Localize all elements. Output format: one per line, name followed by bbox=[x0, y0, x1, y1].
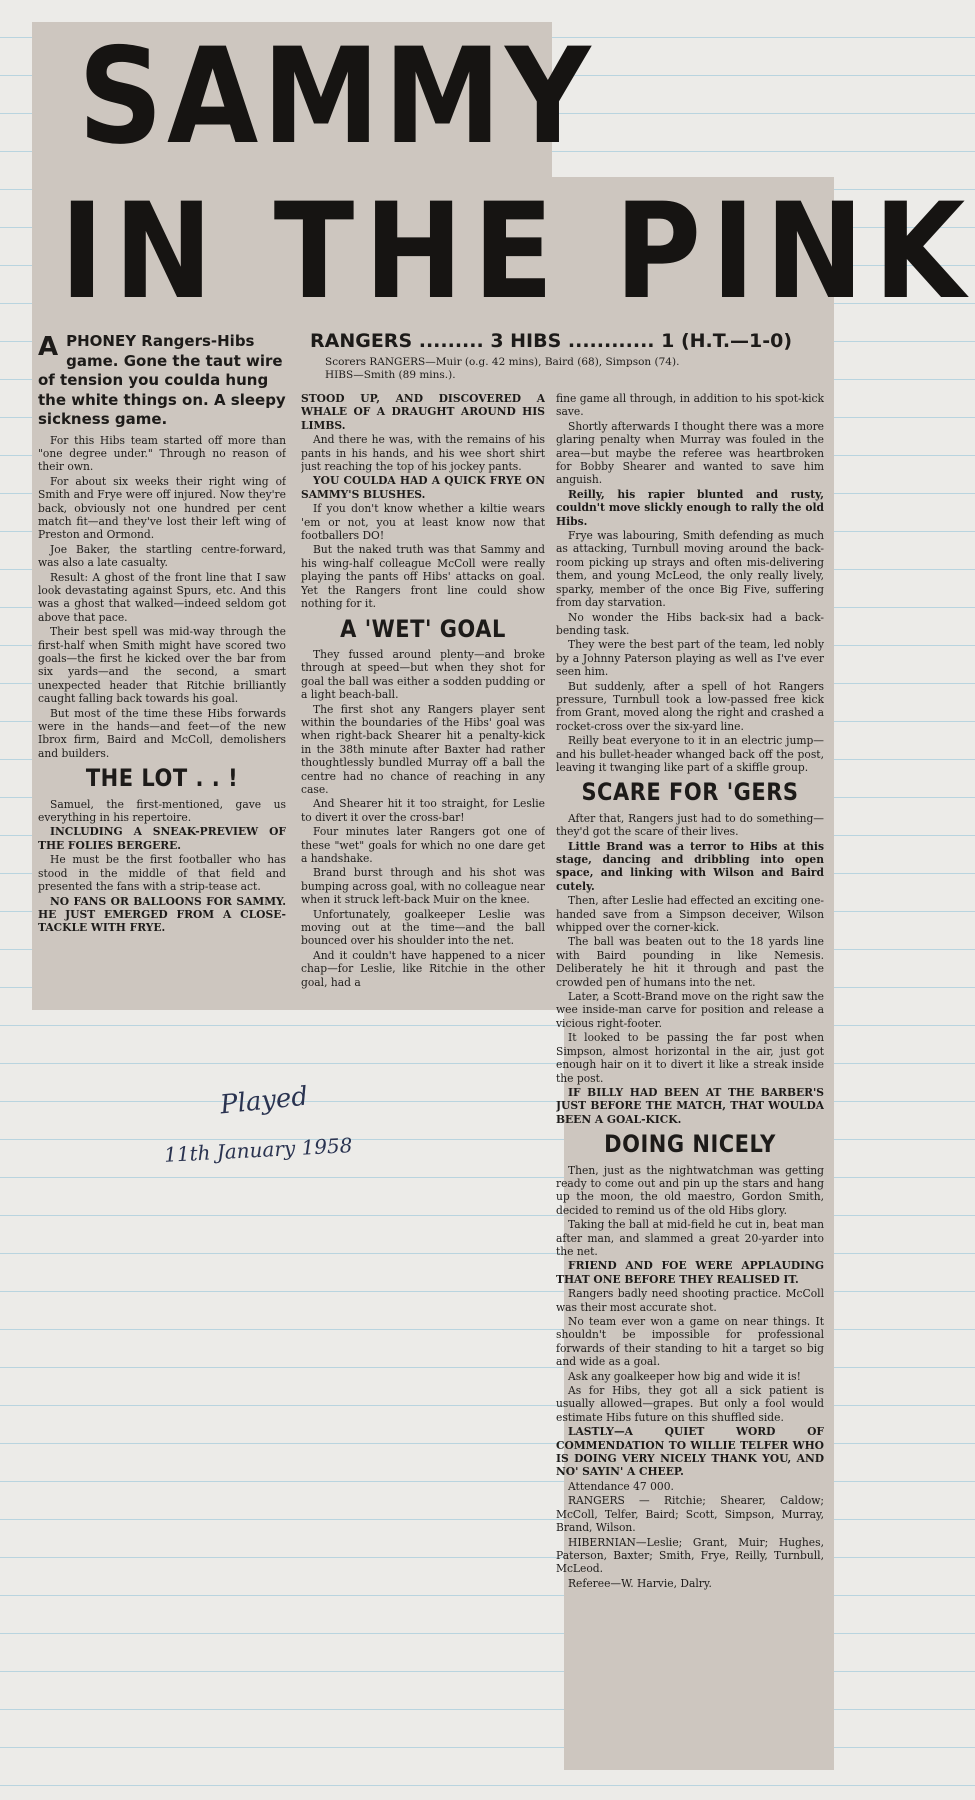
paragraph: They were the best part of the team, led nobly by a Johnny Paterson playing as well as I've ever seen him. bbox=[556, 638, 824, 679]
paragraph: Their best spell was mid-way through the first-half when Smith might have scored two goals—the first he kicked over the bar from six yards—and the second, a smart unexpected header that Ritchie brilliantly caught falling back towards his goal. bbox=[38, 625, 286, 706]
drop-cap: A bbox=[38, 332, 59, 362]
paragraph: Reilly beat everyone to it in an electric jump—and his bullet-header whanged back off the post, leaving it twanging like part of a skiffle group. bbox=[556, 734, 824, 774]
paragraph: They fussed around plenty—and broke through at speed—but when they shot for goal the ball was either a sodden pudding or a light beach-ball. bbox=[301, 647, 545, 702]
paragraph: Reilly, his rapier blunted and rusty, couldn't move slickly enough to rally the old Hibs. bbox=[556, 487, 824, 528]
paragraph: If you don't know whether a kiltie wears 'em or not, you at least know now that footballers DO! bbox=[301, 502, 545, 543]
referee: Referee—W. Harvie, Dalry. bbox=[568, 1576, 712, 1590]
paragraph: No team ever won a game on near things. It shouldn't be impossible for professional forwards of their standing to hit a target so big and wide as a goal. bbox=[556, 1315, 824, 1369]
paragraph: But suddenly, after a spell of hot Rangers pressure, Turnbull took a low-passed free kick from Grant, moved along the right and crashed a rocket-cross over the six-yard line. bbox=[556, 679, 824, 733]
paragraph: And there he was, with the remains of his pants in his hands, and his wee short shirt just reaching the top of his jockey pants. bbox=[301, 433, 545, 474]
paragraph: Result: A ghost of the front line that I saw look devastating against Spurs, etc. And this was a ghost that walked—indeed seldom got above that pace. bbox=[38, 570, 286, 624]
paragraph: Four minutes later Rangers got one of these "wet" goals for which no one dare get a handshake. bbox=[301, 825, 545, 865]
subheading-scare-for-gers: SCARE FOR 'GERS bbox=[581, 778, 799, 807]
paragraph: Frye was labouring, Smith defending as much as attacking, Turnbull moving around the back-room picking up strays and often mis-delivering them, and young McLeod, the only really lively, sparky, member of the once Big Five, suffering from day starvation. bbox=[556, 529, 824, 610]
paragraph: And Shearer hit it too straight, for Leslie to divert it over the cross-bar! bbox=[301, 797, 545, 824]
article-column-2 bbox=[301, 392, 545, 1006]
paragraph: Joe Baker, the startling centre-forward, was also a late casualty. bbox=[38, 542, 286, 570]
paragraph: As for Hibs, they got all a sick patient is usually allowed—grapes. But only a fool would estimate Hibs future on this shuffled side. bbox=[556, 1384, 824, 1424]
paragraph: Ask any goalkeeper how big and wide it is! bbox=[568, 1369, 801, 1383]
team-hibernian: HIBERNIAN—Leslie; Grant, Muir; Hughes, Paterson, Baxter; Smith, Frye, Reilly, Turnbull, McLeod. bbox=[556, 1535, 824, 1576]
scorers bbox=[325, 356, 825, 381]
paragraph: LASTLY—A QUIET WORD OF COMMENDATION TO WILLIE TELFER WHO IS DOING VERY NICELY THANK YOU, AND NO' SAYIN' A CHEEP. bbox=[556, 1425, 824, 1479]
paragraph: For about six weeks their right wing of Smith and Frye were off injured. Now they're back, obviously not one hundred per cent match fit—and they've lost their left wing of Preston and Ormond. bbox=[38, 474, 286, 542]
headline-line-1: SAMMY bbox=[78, 18, 595, 174]
paragraph: NO FANS OR BALLOONS FOR SAMMY. HE JUST EMERGED FROM A CLOSE-TACKLE WITH FRYE. bbox=[38, 894, 286, 935]
paragraph: FRIEND AND FOE WERE APPLAUDING THAT ONE BEFORE THEY REALISED IT. bbox=[556, 1259, 824, 1286]
article-column-3 bbox=[556, 392, 824, 1764]
paragraph: After that, Rangers just had to do something—they'd got the scare of their lives. bbox=[556, 811, 824, 839]
paragraph: Later, a Scott-Brand move on the right saw the wee inside-man carve for position and release a vicious right-footer. bbox=[556, 990, 824, 1030]
article-column-1 bbox=[38, 332, 286, 1004]
paragraph: It looked to be passing the far post when Simpson, almost horizontal in the air, just got enough hair on it to divert it like a streak inside the post. bbox=[556, 1031, 824, 1085]
paragraph: Brand burst through and his shot was bumping across goal, with no colleague near when it struck left-back Muir on the knee. bbox=[301, 866, 545, 907]
headline-line-2: IN THE PINK bbox=[60, 173, 975, 329]
paragraph: And it couldn't have happened to a nicer chap—for Leslie, like Ritchie in the other goal, had a bbox=[301, 948, 545, 989]
paragraph: YOU COULDA HAD A QUICK FRYE ON SAMMY'S BLUSHES. bbox=[301, 474, 545, 501]
paragraph: But most of the time these Hibs forwards were in the hands—and feet—of the new Ibrox firm, Baird and McColl, demolishers and builders. bbox=[38, 706, 286, 760]
lead-paragraph bbox=[38, 332, 286, 430]
team-rangers: RANGERS — Ritchie; Shearer, Caldow; McColl, Telfer, Baird; Scott, Simpson, Murray, Brand, Wilson. bbox=[556, 1494, 824, 1535]
paragraph: He must be the first footballer who has stood in the middle of that field and presented the fans with a strip-tease act. bbox=[38, 853, 286, 894]
subheading-the-lot: THE LOT . . ! bbox=[85, 764, 239, 792]
paragraph: fine game all through, in addition to his spot-kick save. bbox=[556, 392, 824, 419]
handwritten-note-date: 11th January 1958 bbox=[163, 1133, 353, 1167]
score-line: RANGERS ......... 3 HIBS ............ 1 (H.T.—1-0) bbox=[310, 330, 793, 352]
paragraph: INCLUDING A SNEAK-PREVIEW OF THE FOLIES BERGERE. bbox=[38, 825, 286, 852]
paragraph: Rangers badly need shooting practice. McColl was their most accurate shot. bbox=[556, 1287, 824, 1314]
paragraph: The ball was beaten out to the 18 yards line with Baird pounding in like Nemesis. Deliberately he hit it through and past the crowded pen of humans into the net. bbox=[556, 935, 824, 989]
paragraph: The first shot any Rangers player sent within the boundaries of the Hibs' goal was when right-back Shearer hit a penalty-kick in the 38th minute after Baxter had rather thoughtlessly bundled Murray off a ball the centre had no chance of reaching in any case. bbox=[301, 702, 545, 796]
paragraph: Shortly afterwards I thought there was a more glaring penalty when Murray was fouled in the area—but maybe the referee was heartbroken for Bobby Shearer and wanted to save him anguish. bbox=[556, 419, 824, 487]
handwritten-note-played: Played bbox=[218, 1081, 310, 1121]
scorers-rangers: Scorers RANGERS—Muir (o.g. 42 mins), Baird (68), Simpson (74). bbox=[325, 356, 680, 368]
paragraph: No wonder the Hibs back-six had a back-bending task. bbox=[556, 610, 824, 637]
scorers-hibs: HIBS—Smith (89 mins.). bbox=[325, 368, 456, 381]
paragraph: IF BILLY HAD BEEN AT THE BARBER'S JUST BEFORE THE MATCH, THAT WOULDA BEEN A GOAL-KICK. bbox=[556, 1085, 824, 1126]
paragraph: STOOD UP, AND DISCOVERED A WHALE OF A DRAUGHT AROUND HIS LIMBS. bbox=[301, 392, 545, 432]
paragraph: For this Hibs team started off more than "one degree under." Through no reason of their own. bbox=[38, 433, 286, 474]
paragraph: Attendance 47 000. bbox=[568, 1479, 674, 1493]
subheading-wet-goal: A 'WET' GOAL bbox=[340, 614, 506, 643]
lead-text: PHONEY Rangers-Hibs game. Gone the taut wire of tension you coulda hung the white things on. A sleepy sickness game. bbox=[38, 332, 286, 428]
paragraph: Samuel, the first-mentioned, gave us everything in his repertoire. bbox=[38, 797, 286, 825]
paragraph: Then, after Leslie had effected an exciting one-handed save from a Simpson deceiver, Wilson whipped over the corner-kick. bbox=[556, 894, 824, 935]
paragraph: Unfortunately, goalkeeper Leslie was moving out at the time—and the ball bounced over his shoulder into the net. bbox=[301, 907, 545, 948]
paragraph: Taking the ball at mid-field he cut in, beat man after man, and slammed a great 20-yarder into the net. bbox=[556, 1218, 824, 1258]
paragraph: Then, just as the nightwatchman was getting ready to come out and pin up the stars and hang up the moon, the old maestro, Gordon Smith, decided to remind us of the old Hibs glory. bbox=[556, 1163, 824, 1217]
subheading-doing-nicely: DOING NICELY bbox=[604, 1130, 776, 1158]
paragraph: But the naked truth was that Sammy and his wing-half colleague McColl were really playing the pants off Hibs' attacks on goal. Yet the Rangers front line could show nothing for it. bbox=[301, 543, 545, 611]
paragraph: Little Brand was a terror to Hibs at this stage, dancing and dribbling into open space, and linking with Wilson and Baird cutely. bbox=[556, 839, 824, 893]
